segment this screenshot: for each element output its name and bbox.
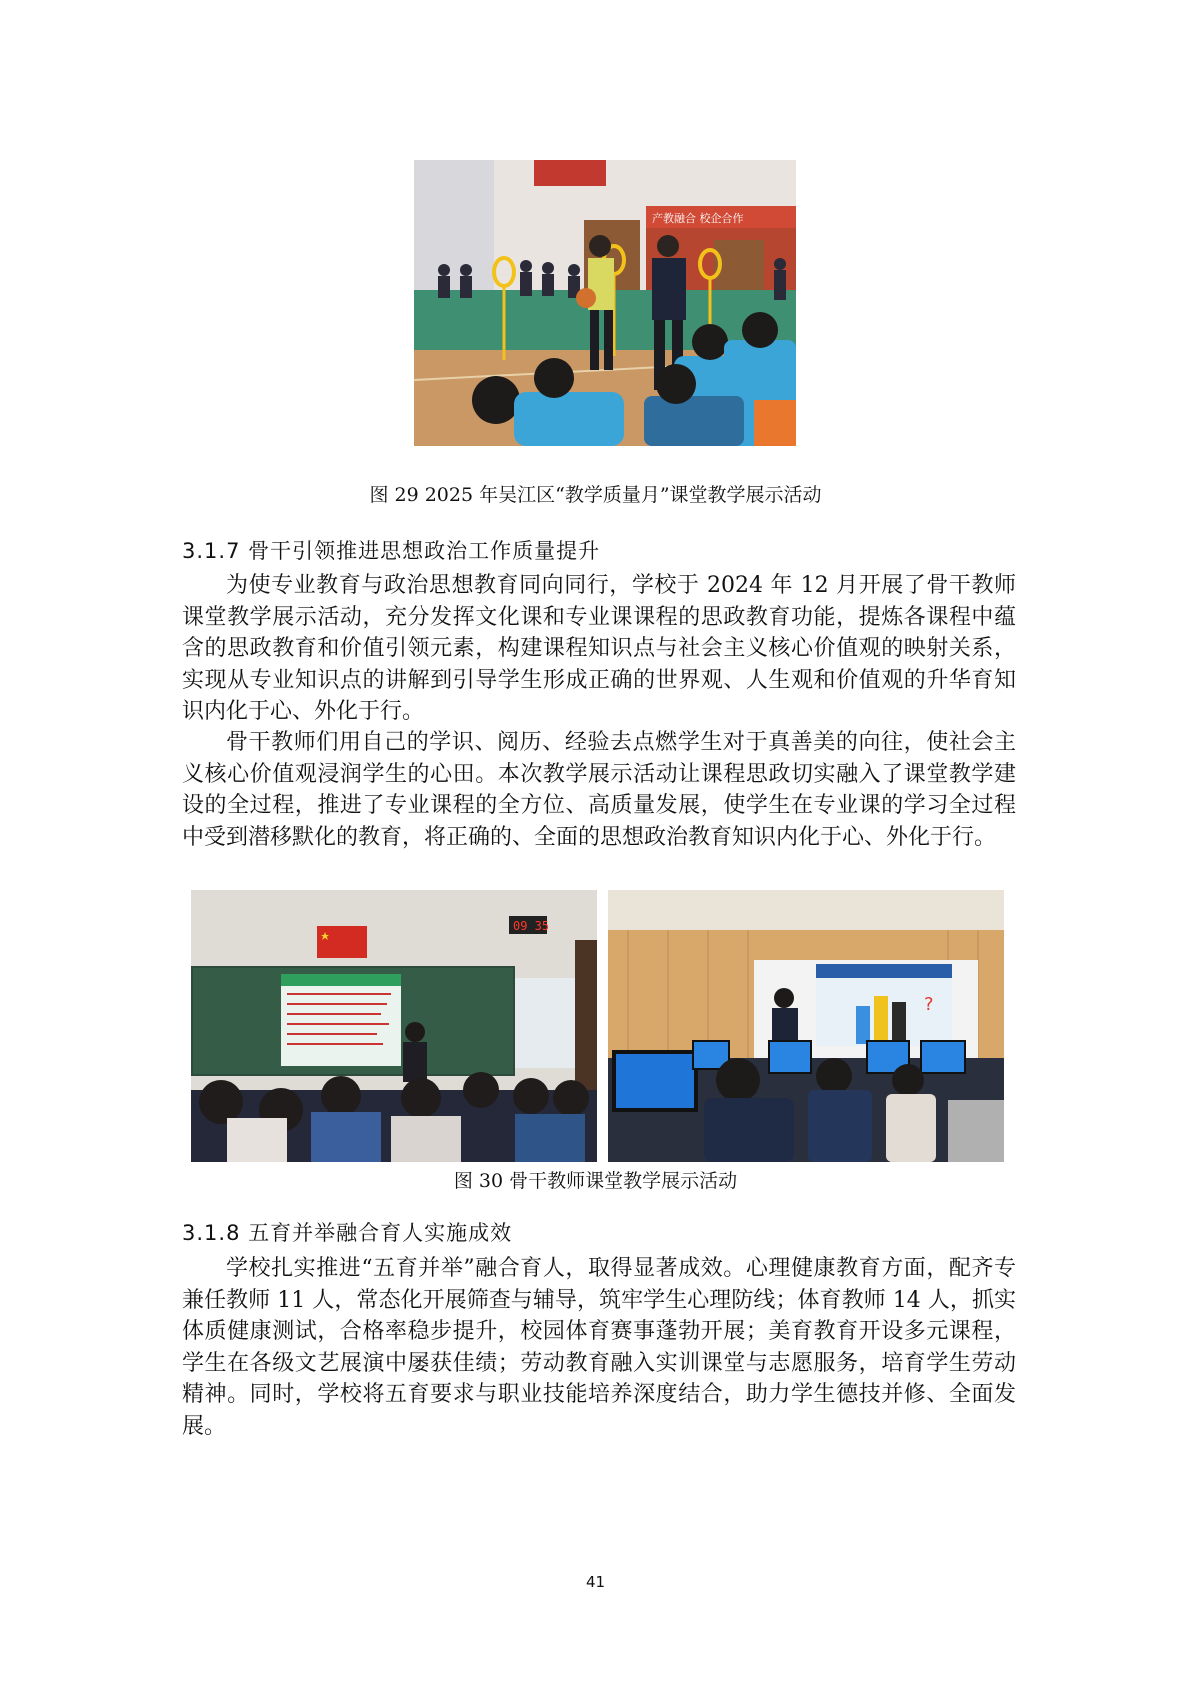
paragraph-3-1-8-1: 学校扎实推进“五育并举”融合育人，取得显著成效。心理健康教育方面，配齐专兼任教师 11 人，常态化开展筛查与辅导，筑牢学生心理防线；体育教师 14 人，抓实体质健康测试，合格率稳步提升，校园体育赛事蓬勃开展；美育教育开设多元课程，学生在各级文艺展演中屡获佳绩；劳动教育融入实训课堂与志愿服务，培育学生劳动精神。同时，学校将五育要求与职业技能培养深度结合，助力学生德技并修、全面发展。 xyxy=(182,1256,1016,1439)
computer-lab-photo-illustration xyxy=(608,890,1004,1162)
figure-30-caption: 图 30 骨干教师课堂教学展示活动 xyxy=(453,1170,738,1192)
paragraph-3-1-7-1: 为使专业教育与政治思想教育同向同行，学校于 2024 年 12 月开展了骨干教师课堂教学展示活动，充分发挥文化课和专业课课程的思政教育功能，提炼各课程中蕴含的思政教育和价值引领元素，构建课程知识点与社会主义核心价值观的映射关系，实现从专业知识点的讲解到引导学生形成正确的世界观、人生观和价值观的升华育知识内化于心、外化于行。 xyxy=(182,573,1016,724)
figure-29-caption: 图 29 2025 年吴江区“教学质量月”课堂教学展示活动 xyxy=(369,484,822,506)
banner-text: 产教融合 校企合作 xyxy=(652,212,744,225)
photo-computer-lab xyxy=(608,890,1004,1162)
paragraph-3-1-7-2: 骨干教师们用自己的学识、阅历、经验去点燃学生对于真善美的向往，使社会主义核心价值观浸润学生的心田。本次教学展示活动让课程思政切实融入了课堂教学建设的全过程，推进了专业课程的全方位、高质量发展，使学生在专业课的学习全过程中受到潜移默化的教育，将正确的、全面的思想政治教育知识内化于心、外化于行。 xyxy=(182,730,1016,850)
photo-classroom-lecture xyxy=(191,890,597,1162)
section-heading-3-1-7: 3.1.7 骨干引领推进思想政治工作质量提升 xyxy=(182,539,601,563)
clock-text: 09 35 xyxy=(513,919,550,933)
photo-gym-activity xyxy=(414,160,796,446)
section-heading-3-1-8: 3.1.8 五育并举融合育人实施成效 xyxy=(182,1221,513,1245)
svg-text:?: ? xyxy=(924,994,934,1015)
gym-photo-illustration xyxy=(414,160,796,446)
classroom-photo-illustration xyxy=(191,890,597,1162)
page-number: 41 xyxy=(585,1573,606,1591)
